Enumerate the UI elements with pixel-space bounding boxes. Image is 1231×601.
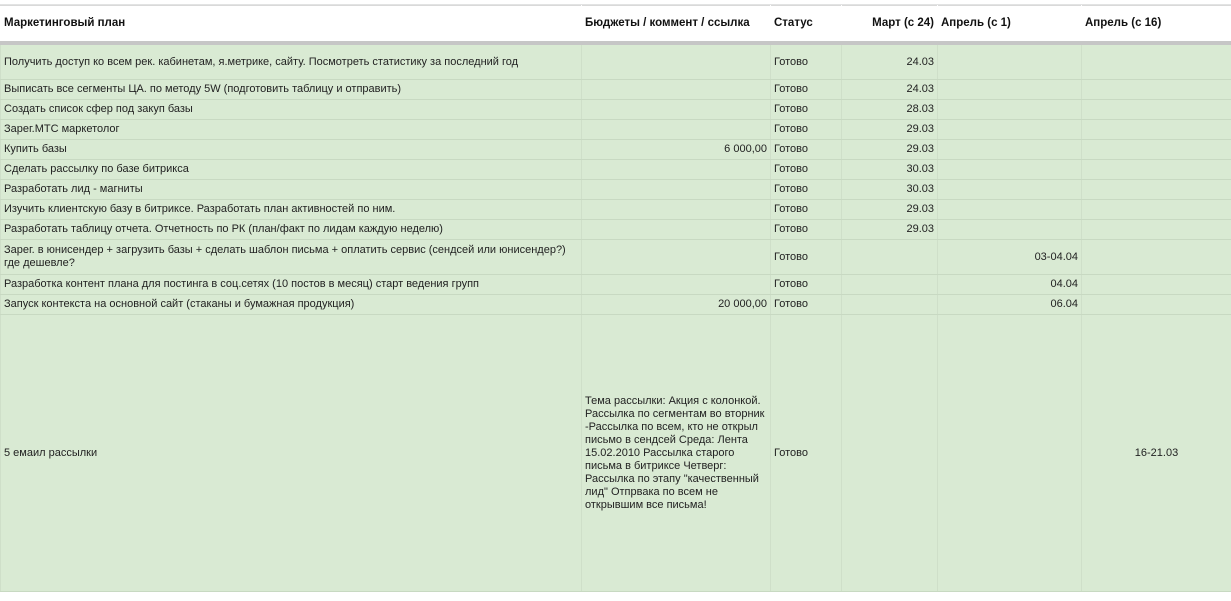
- march-cell[interactable]: [842, 295, 938, 315]
- march-cell[interactable]: [842, 240, 938, 275]
- header-march[interactable]: Март (с 24): [842, 6, 938, 44]
- task-cell[interactable]: Запуск контекста на основной сайт (стаканы и бумажная продукция): [1, 295, 582, 315]
- april1-cell[interactable]: [938, 160, 1082, 180]
- april1-cell[interactable]: 03-04.04: [938, 240, 1082, 275]
- budget-cell[interactable]: [582, 80, 771, 100]
- budget-cell[interactable]: 6 000,00: [582, 140, 771, 160]
- budget-cell[interactable]: [582, 240, 771, 275]
- email-notes-cell[interactable]: Тема рассылки: Акция с колонкой. Рассылка по сегментам во вторник -Рассылка по всем, кто не открыл письмо в сендсей Среда: Лента 15.02.2010 Рассылка старого письма в битриксе Четверг: Рассылка по этапу "качественный лид" Отпрвака по всем не открывшим все письма!: [582, 315, 771, 592]
- table-row: [1, 220, 1231, 240]
- april16-cell[interactable]: [1082, 43, 1231, 80]
- header-status[interactable]: Статус: [771, 6, 842, 44]
- march-cell[interactable]: [842, 275, 938, 295]
- status-cell[interactable]: Готово: [771, 275, 842, 295]
- april16-cell[interactable]: [1082, 140, 1231, 160]
- march-cell[interactable]: 30.03: [842, 180, 938, 200]
- april16-cell[interactable]: [1082, 295, 1231, 315]
- task-cell[interactable]: Зарег. в юнисендер + загрузить базы + сделать шаблон письма + оплатить сервис (сендсей или юнисендер?) где дешевле?: [1, 240, 582, 275]
- budget-cell[interactable]: [582, 160, 771, 180]
- status-cell[interactable]: Готово: [771, 200, 842, 220]
- table-row: [1, 80, 1231, 100]
- marketing-plan-table: [0, 5, 1231, 592]
- table-row: [1, 160, 1231, 180]
- table-row: [1, 295, 1231, 315]
- table-row: [1, 240, 1231, 275]
- table-row: [1, 100, 1231, 120]
- task-cell[interactable]: Получить доступ ко всем рек. кабинетам, я.метрике, сайту. Посмотреть статистику за последний год: [1, 43, 582, 80]
- task-cell[interactable]: Выписать все сегменты ЦА. по методу 5W (подготовить таблицу и отправить): [1, 80, 582, 100]
- status-cell[interactable]: Готово: [771, 100, 842, 120]
- table-row: [1, 180, 1231, 200]
- budget-cell[interactable]: [582, 43, 771, 80]
- header-row: [1, 6, 1231, 44]
- april1-cell[interactable]: [938, 140, 1082, 160]
- april1-cell[interactable]: [938, 100, 1082, 120]
- task-cell[interactable]: Разработать лид - магниты: [1, 180, 582, 200]
- april16-cell[interactable]: [1082, 275, 1231, 295]
- task-cell[interactable]: Зарег.МТС маркетолог: [1, 120, 582, 140]
- march-cell[interactable]: 29.03: [842, 120, 938, 140]
- march-cell[interactable]: 24.03: [842, 43, 938, 80]
- march-cell[interactable]: 30.03: [842, 160, 938, 180]
- task-cell[interactable]: Изучить клиентскую базу в битриксе. Разработать план активностей по ним.: [1, 200, 582, 220]
- status-cell[interactable]: Готово: [771, 180, 842, 200]
- table-row: [1, 315, 1231, 592]
- table-row: [1, 43, 1231, 80]
- march-cell[interactable]: 29.03: [842, 220, 938, 240]
- march-cell[interactable]: [842, 315, 938, 592]
- status-cell[interactable]: Готово: [771, 80, 842, 100]
- status-cell[interactable]: Готово: [771, 240, 842, 275]
- table-row: [1, 200, 1231, 220]
- header-april16[interactable]: Апрель (с 16): [1082, 6, 1231, 44]
- status-cell[interactable]: Готово: [771, 140, 842, 160]
- march-cell[interactable]: 29.03: [842, 140, 938, 160]
- status-cell[interactable]: Готово: [771, 43, 842, 80]
- task-cell[interactable]: Разработка контент плана для постинга в соц.сетях (10 постов в месяц) старт ведения групп: [1, 275, 582, 295]
- budget-cell[interactable]: [582, 120, 771, 140]
- april16-cell[interactable]: [1082, 120, 1231, 140]
- task-cell[interactable]: Сделать рассылку по базе битрикса: [1, 160, 582, 180]
- april16-cell[interactable]: 16-21.03: [1082, 315, 1231, 592]
- status-cell[interactable]: Готово: [771, 120, 842, 140]
- task-cell[interactable]: Разработать таблицу отчета. Отчетность по РК (план/факт по лидам каждую неделю): [1, 220, 582, 240]
- april1-cell[interactable]: [938, 200, 1082, 220]
- april1-cell[interactable]: [938, 180, 1082, 200]
- budget-cell[interactable]: [582, 275, 771, 295]
- march-cell[interactable]: 28.03: [842, 100, 938, 120]
- budget-cell[interactable]: [582, 180, 771, 200]
- april1-cell[interactable]: [938, 80, 1082, 100]
- table-row: [1, 275, 1231, 295]
- april1-cell[interactable]: [938, 315, 1082, 592]
- task-cell[interactable]: 5 емаил рассылки: [1, 315, 582, 592]
- header-budget[interactable]: Бюджеты / коммент / ссылка: [582, 6, 771, 44]
- april16-cell[interactable]: [1082, 180, 1231, 200]
- task-cell[interactable]: Создать список сфер под закуп базы: [1, 100, 582, 120]
- april16-cell[interactable]: [1082, 220, 1231, 240]
- april16-cell[interactable]: [1082, 100, 1231, 120]
- task-cell[interactable]: Купить базы: [1, 140, 582, 160]
- april16-cell[interactable]: [1082, 80, 1231, 100]
- april1-cell[interactable]: [938, 220, 1082, 240]
- budget-cell[interactable]: [582, 220, 771, 240]
- status-cell[interactable]: Готово: [771, 315, 842, 592]
- table-row: [1, 140, 1231, 160]
- march-cell[interactable]: 29.03: [842, 200, 938, 220]
- march-cell[interactable]: 24.03: [842, 80, 938, 100]
- april16-cell[interactable]: [1082, 240, 1231, 275]
- april1-cell[interactable]: [938, 43, 1082, 80]
- status-cell[interactable]: Готово: [771, 160, 842, 180]
- header-plan[interactable]: Маркетинговый план: [1, 6, 582, 44]
- april16-cell[interactable]: [1082, 200, 1231, 220]
- status-cell[interactable]: Готово: [771, 220, 842, 240]
- table-row: [1, 120, 1231, 140]
- header-april1[interactable]: Апрель (с 1): [938, 6, 1082, 44]
- budget-cell[interactable]: 20 000,00: [582, 295, 771, 315]
- status-cell[interactable]: Готово: [771, 295, 842, 315]
- budget-cell[interactable]: [582, 200, 771, 220]
- budget-cell[interactable]: [582, 100, 771, 120]
- april16-cell[interactable]: [1082, 160, 1231, 180]
- april1-cell[interactable]: 06.04: [938, 295, 1082, 315]
- april1-cell[interactable]: [938, 120, 1082, 140]
- april1-cell[interactable]: 04.04: [938, 275, 1082, 295]
